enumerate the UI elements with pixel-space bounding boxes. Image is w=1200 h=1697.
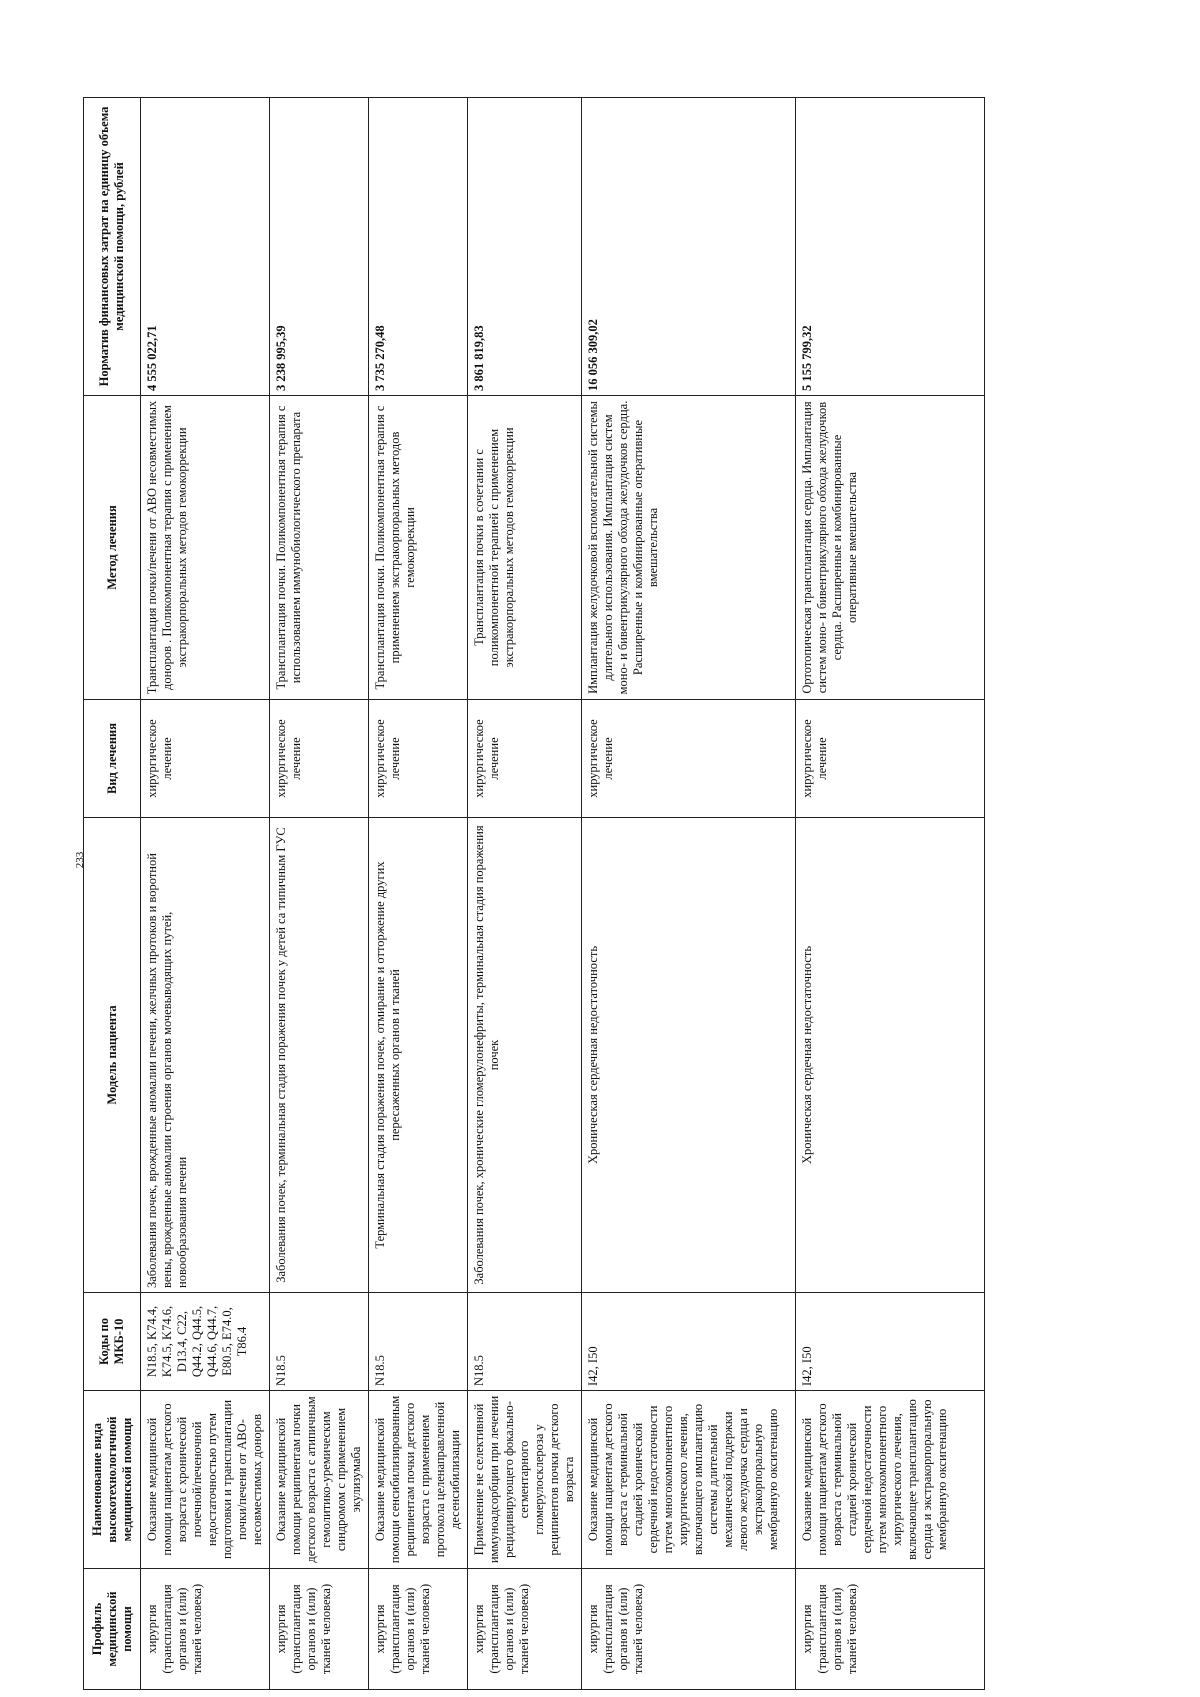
cell-treatment: хирургическое лечение [141, 700, 270, 818]
cell-treatment: хирургическое лечение [796, 700, 985, 818]
cell-name: Оказание медицинской помощи пациентам детского возраста с терминальной стадией хронической сердечной недостаточности путем многокомпонентного хирургического лечения, включающего имплантацию системы длительной механической поддержки левого желудочка сердца и экстракорпоральную мембранную оксигенацию [582, 1391, 796, 1569]
vmp-table [83, 97, 985, 1690]
header-treatment: Вид лечения [84, 700, 141, 818]
cell-cost: 4 555 022,71 [141, 98, 270, 396]
cell-model: Заболевания почек, терминальная стадия поражения почек у детей са типичным ГУС [270, 818, 369, 1293]
cell-method: Ортотопическая трансплантация сердца. Имплантация систем моно- и бивентрикулярного обхода желудочков сердца. Расширенные и комбинированные оперативные вмешательства [796, 396, 985, 700]
cell-cost: 3 238 995,39 [270, 98, 369, 396]
cell-method: Имплантация желудочковой вспомогательной системы длительного использования. Имплантация систем моно- и бивентрикулярного обхода желудочков сердца. Расширенные и комбинированные оперативные вмешательства [582, 396, 796, 700]
header-row [84, 98, 141, 1690]
cell-model: Терминальная стадия поражения почек, отмирание и отторжение других пересаженных органов и тканей [369, 818, 468, 1293]
cell-method: Трансплантация почки. Поликомпонентная терапия с применением экстракорпоральных методов гемокоррекции [369, 396, 468, 700]
cell-treatment: хирургическое лечение [369, 700, 468, 818]
table-row [369, 98, 468, 1690]
cell-profile: хирургия (трансплантация органов и (или) тканей человека) [468, 1569, 582, 1690]
cell-cost: 3 735 270,48 [369, 98, 468, 396]
table-row [582, 98, 796, 1690]
cell-treatment: хирургическое лечение [270, 700, 369, 818]
rotated-table-container [83, 98, 1013, 1690]
table-row [270, 98, 369, 1690]
cell-method: Трансплантация почки в сочетании с поликомпонентной терапией с применением экстракорпоральных методов гемокоррекции [468, 396, 582, 700]
cell-name: Оказание медицинской помощи реципиентам почки детского возраста с атипичным гемолитико-уремическим синдромом с применением экулизумаба [270, 1391, 369, 1569]
cell-name: Применение не селективной иммуноадсорбции при лечении рецидивирующего фокально-сегментарного гломерулосклероза у реципиентов почки детского возраста [468, 1391, 582, 1569]
table-row [796, 98, 985, 1690]
header-model: Модель пациента [84, 818, 141, 1293]
cell-name: Оказание медицинской помощи пациентам детского возраста с хронической почечной/печеночной недостаточностью путем подготовки и трансплантации почки/печени от АВО-несовместимых доноров [141, 1391, 270, 1569]
header-cost: Норматив финансовых затрат на единицу объема медицинской помощи, рублей [84, 98, 141, 396]
cell-codes: N18.5 [468, 1293, 582, 1391]
cell-profile: хирургия (трансплантация органов и (или) тканей человека) [582, 1569, 796, 1690]
cell-cost: 5 155 799,32 [796, 98, 985, 396]
cell-codes: I42, I50 [582, 1293, 796, 1391]
cell-method: Трансплантация почки/печени от АВО несовместимых доноров . Поликомпонентная терапия с применением экстракорпоральных методов гемокоррекции [141, 396, 270, 700]
cell-cost: 16 056 309,02 [582, 98, 796, 396]
cell-treatment: хирургическое лечение [468, 700, 582, 818]
table-row [141, 98, 270, 1690]
cell-treatment: хирургическое лечение [582, 700, 796, 818]
header-profile: Профиль медицинской помощи [84, 1569, 141, 1690]
cell-method: Трансплантация почки. Поликомпонентная терапия с использованием иммунобиологического препарата [270, 396, 369, 700]
header-method: Метод лечения [84, 396, 141, 700]
cell-model: Хроническая сердечная недостаточность [796, 818, 985, 1293]
header-codes: Коды по МКБ-10 [84, 1293, 141, 1391]
cell-name: Оказание медицинской помощи пациентам детского возраста с терминальной стадией хронической сердечной недостаточности путем многокомпонентного хирургического лечения, включающее трансплантацию сердца и экстракорпоральную мембранную оксигенацию [796, 1391, 985, 1569]
cell-profile: хирургия (трансплантация органов и (или) тканей человека) [369, 1569, 468, 1690]
table-row [468, 98, 582, 1690]
cell-model: Заболевания почек, врожденные аномалии печени, желчных протоков и воротной вены, врожденные аномалии строения органов мочевыводящих путей, новообразования печени [141, 818, 270, 1293]
cell-codes: N18.5, K74.4, K74.5, K74.6, D13.4, C22, Q44.2, Q44.5, Q44.6, Q44.7, E80.5, E74.0, T86.4 [141, 1293, 270, 1391]
cell-codes: N18.5 [270, 1293, 369, 1391]
page-number: 233 [74, 851, 86, 869]
cell-model: Заболевания почек, хронические гломерулонефриты, терминальная стадия поражения почек [468, 818, 582, 1293]
cell-name: Оказание медицинской помощи сенсибилизированным реципиентам почки детского возраста с применением протокола целенаправленной десенсибилизации [369, 1391, 468, 1569]
header-name: Наименование вида высокотехнологичной медицинской помощи [84, 1391, 141, 1569]
cell-model: Хроническая сердечная недостаточность [582, 818, 796, 1293]
cell-codes: I42, I50 [796, 1293, 985, 1391]
cell-profile: хирургия (трансплантация органов и (или) тканей человека) [270, 1569, 369, 1690]
cell-profile: хирургия (трансплантация органов и (или) тканей человека) [141, 1569, 270, 1690]
cell-codes: N18.5 [369, 1293, 468, 1391]
cell-cost: 3 861 819,83 [468, 98, 582, 396]
cell-profile: хирургия (трансплантация органов и (или) тканей человека) [796, 1569, 985, 1690]
